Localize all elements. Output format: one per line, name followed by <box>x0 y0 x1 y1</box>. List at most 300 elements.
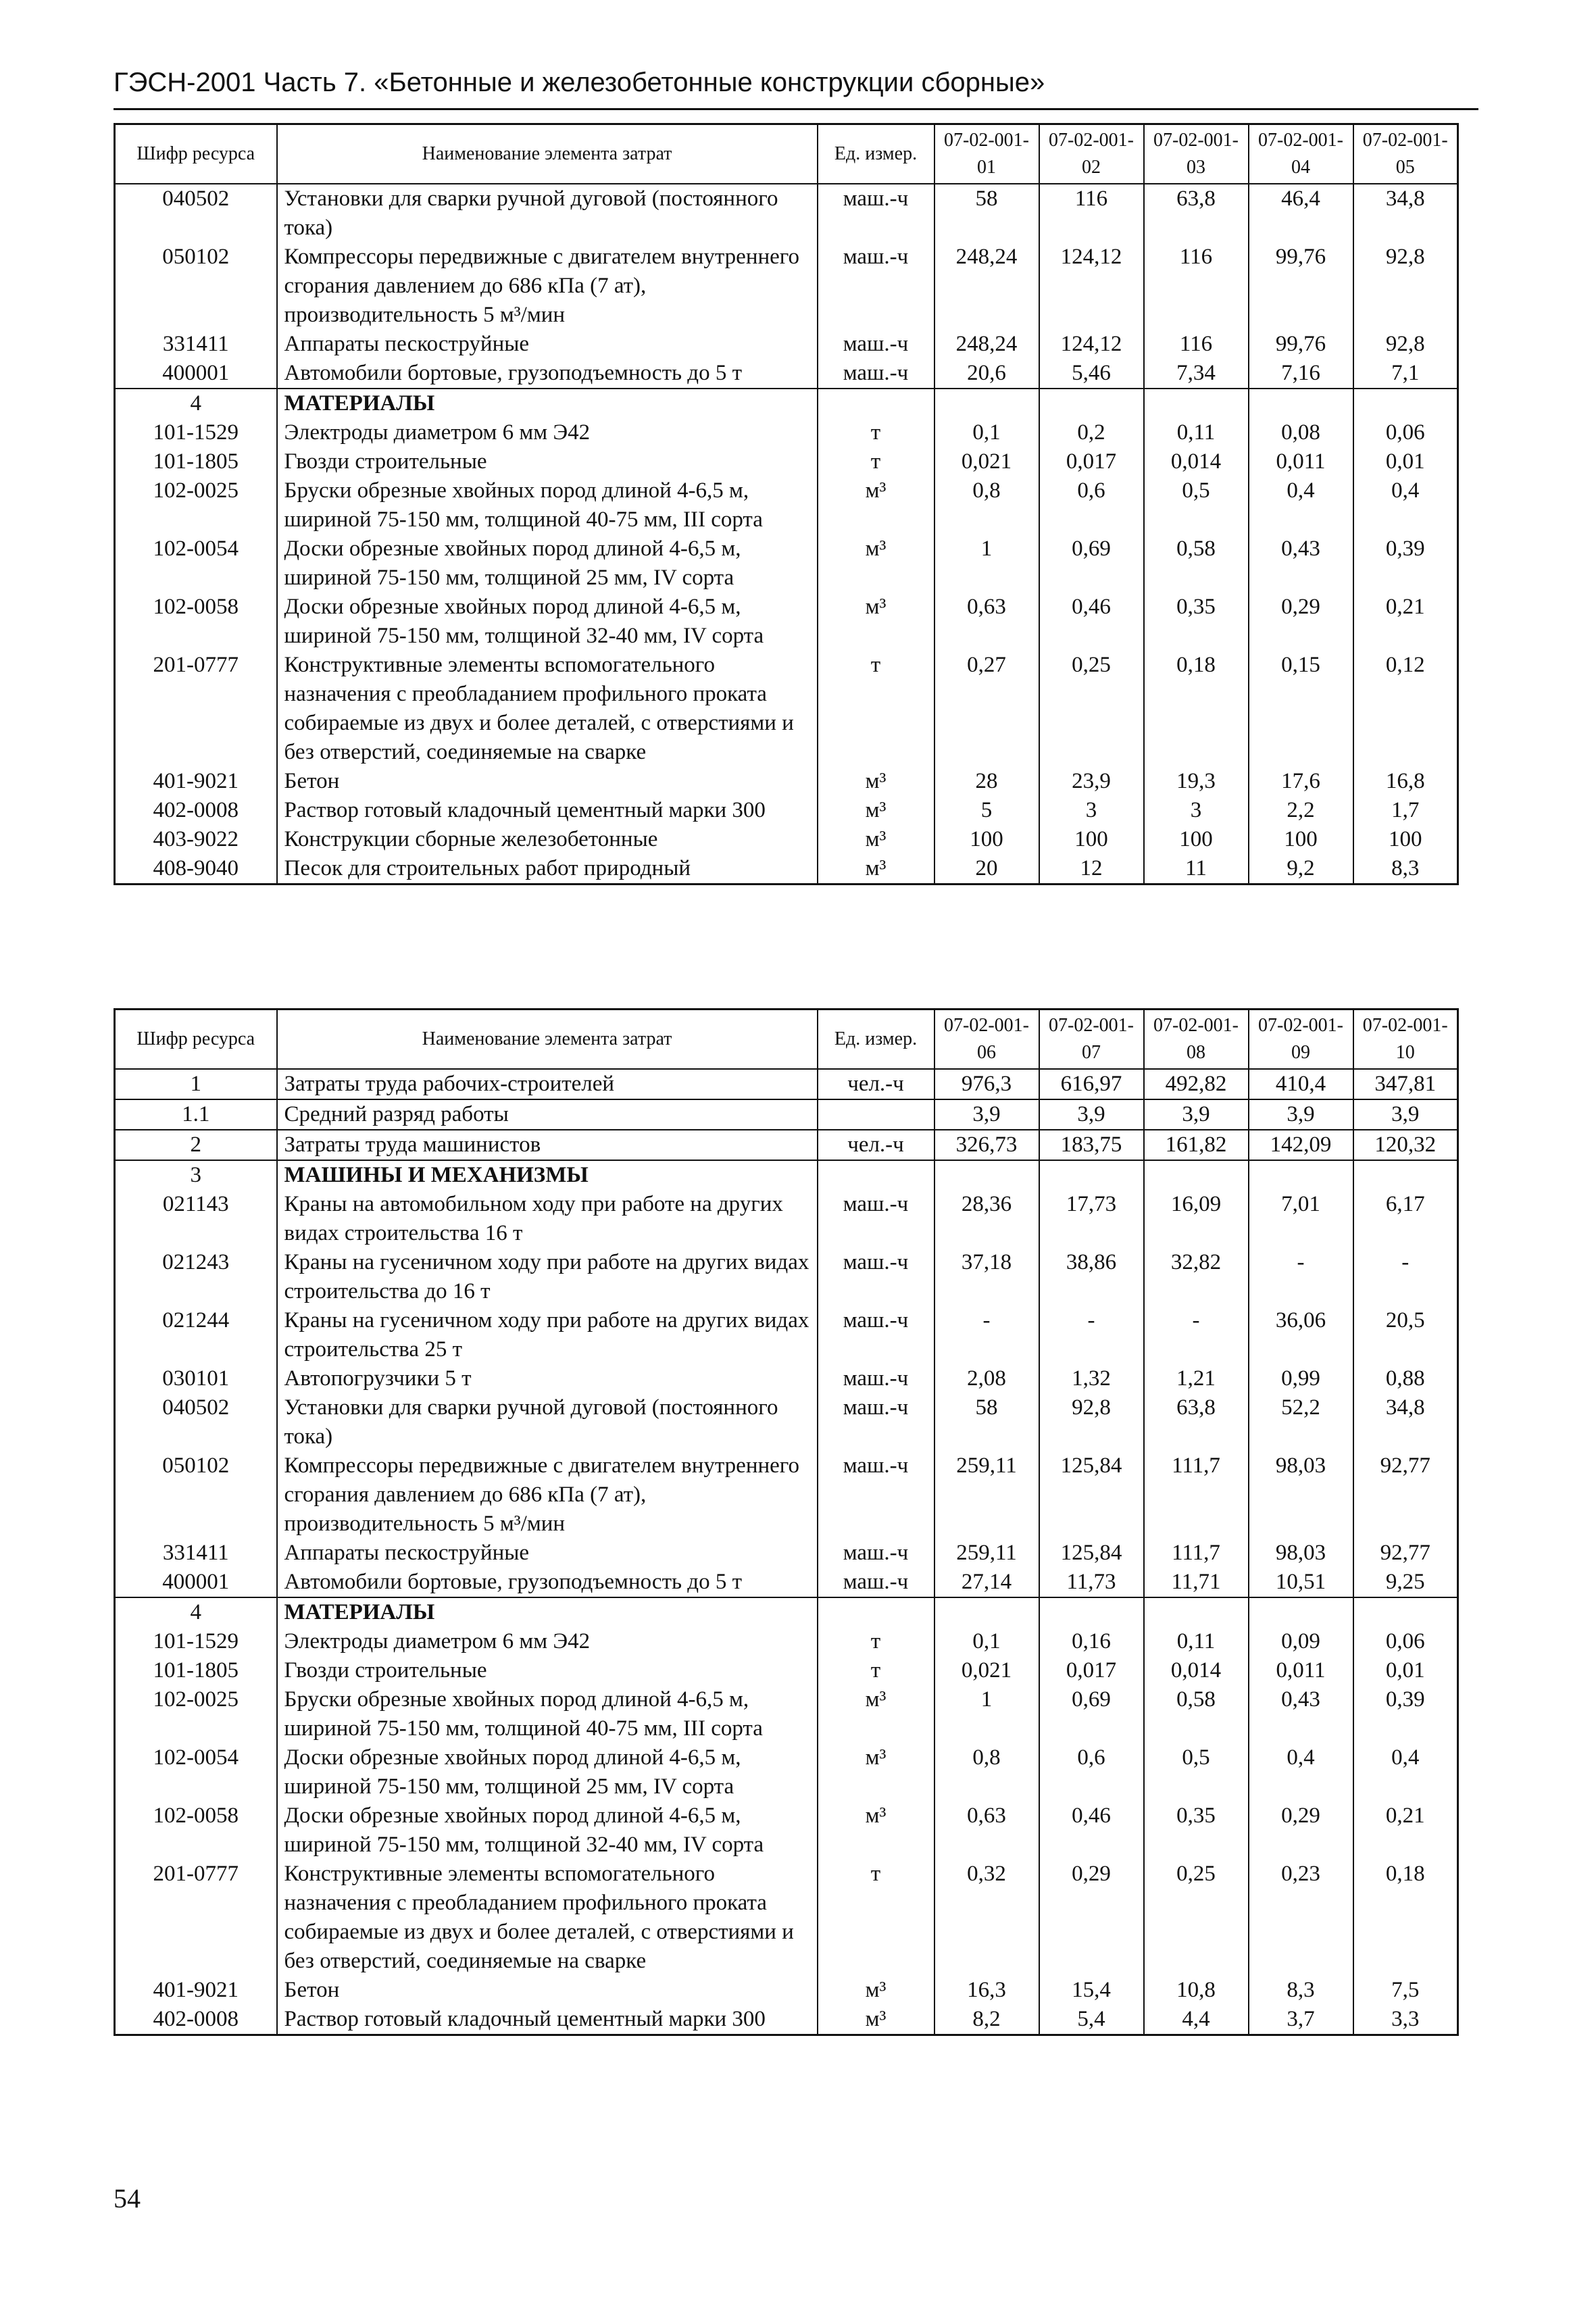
unit-cell: маш.-ч <box>818 243 934 330</box>
unit-cell <box>818 1160 934 1190</box>
value-cell: 63,8 <box>1144 1393 1249 1451</box>
resource-code: 021243 <box>115 1248 277 1306</box>
value-cell: 0,63 <box>934 593 1039 651</box>
resource-code: 2 <box>115 1130 277 1160</box>
value-cell <box>1353 1597 1458 1627</box>
value-cell: 2,08 <box>934 1364 1039 1393</box>
value-cell: 0,8 <box>934 476 1039 534</box>
value-cell: 58 <box>934 1393 1039 1451</box>
table-row <box>115 651 1458 767</box>
value-cell: 124,12 <box>1039 330 1144 359</box>
value-cell: 0,011 <box>1249 1656 1353 1685</box>
unit-cell: маш.-ч <box>818 184 934 243</box>
value-cell: 16,8 <box>1353 767 1458 796</box>
value-cell: 0,58 <box>1144 534 1249 593</box>
resource-code: 102-0025 <box>115 476 277 534</box>
value-cell <box>1144 389 1249 418</box>
value-cell: 0,35 <box>1144 1801 1249 1860</box>
value-cell: 0,69 <box>1039 1685 1144 1743</box>
section-row <box>115 1160 1458 1190</box>
value-cell: 0,09 <box>1249 1627 1353 1656</box>
table-row <box>115 1451 1458 1539</box>
value-cell: 183,75 <box>1039 1130 1144 1160</box>
value-cell: 5,4 <box>1039 2005 1144 2035</box>
value-cell: 259,11 <box>934 1451 1039 1539</box>
unit-cell: м³ <box>818 767 934 796</box>
resource-code: 101-1529 <box>115 418 277 447</box>
value-cell: 52,2 <box>1249 1393 1353 1451</box>
value-cell: 3,9 <box>934 1099 1039 1130</box>
value-cell <box>1144 1160 1249 1190</box>
resource-code: 331411 <box>115 1539 277 1568</box>
resource-code: 102-0058 <box>115 1801 277 1860</box>
resource-code: 101-1529 <box>115 1627 277 1656</box>
resource-code: 402-0008 <box>115 796 277 825</box>
value-cell: 7,34 <box>1144 359 1249 389</box>
unit-cell: маш.-ч <box>818 1539 934 1568</box>
value-cell: 7,01 <box>1249 1190 1353 1248</box>
value-cell: 3 <box>1039 796 1144 825</box>
table-row <box>115 1364 1458 1393</box>
value-cell: 0,8 <box>934 1743 1039 1801</box>
resource-name: Установки для сварки ручной дуговой (постоянного тока) <box>277 184 818 243</box>
value-cell: 3,9 <box>1353 1099 1458 1130</box>
resource-code: 050102 <box>115 243 277 330</box>
table-row <box>115 1743 1458 1801</box>
value-cell: 1,32 <box>1039 1364 1144 1393</box>
col-header-norm: 07-02-001-07 <box>1039 1010 1144 1070</box>
unit-cell: м³ <box>818 2005 934 2035</box>
col-header-unit: Ед. измер. <box>818 1010 934 1070</box>
value-cell: 0,21 <box>1353 593 1458 651</box>
resource-code: 402-0008 <box>115 2005 277 2035</box>
value-cell: 92,8 <box>1353 330 1458 359</box>
value-cell: 8,2 <box>934 2005 1039 2035</box>
unit-cell: маш.-ч <box>818 1190 934 1248</box>
value-cell: 27,14 <box>934 1568 1039 1597</box>
value-cell: 248,24 <box>934 243 1039 330</box>
value-cell <box>934 389 1039 418</box>
table-row <box>115 1976 1458 2005</box>
unit-cell: м³ <box>818 825 934 854</box>
value-cell: 0,12 <box>1353 651 1458 767</box>
value-cell: - <box>1353 1248 1458 1306</box>
value-cell: 3 <box>1144 796 1249 825</box>
unit-cell: маш.-ч <box>818 1393 934 1451</box>
value-cell: 28,36 <box>934 1190 1039 1248</box>
value-cell: 616,97 <box>1039 1069 1144 1099</box>
table-row <box>115 1801 1458 1860</box>
value-cell: 116 <box>1144 330 1249 359</box>
resource-code: 102-0058 <box>115 593 277 651</box>
value-cell: 32,82 <box>1144 1248 1249 1306</box>
table-row <box>115 1860 1458 1976</box>
resource-code: 1.1 <box>115 1099 277 1130</box>
value-cell: 92,8 <box>1353 243 1458 330</box>
unit-cell: т <box>818 447 934 476</box>
table-row <box>115 1539 1458 1568</box>
value-cell: 116 <box>1039 184 1144 243</box>
table-row <box>115 1248 1458 1306</box>
header-rule <box>114 108 1478 110</box>
resource-code: 201-0777 <box>115 1860 277 1976</box>
resource-code: 050102 <box>115 1451 277 1539</box>
value-cell: 11,73 <box>1039 1568 1144 1597</box>
resource-name: Доски обрезные хвойных пород длиной 4-6,5 м, шириной 75-150 мм, толщиной 32-40 мм, IV сорта <box>277 1801 818 1860</box>
unit-cell: маш.-ч <box>818 1568 934 1597</box>
value-cell: 0,35 <box>1144 593 1249 651</box>
resource-name: Доски обрезные хвойных пород длиной 4-6,5 м, шириной 75-150 мм, толщиной 25 мм, IV сорта <box>277 534 818 593</box>
value-cell: 111,7 <box>1144 1539 1249 1568</box>
value-cell: 0,16 <box>1039 1627 1144 1656</box>
table-row <box>115 593 1458 651</box>
resource-name: Компрессоры передвижные с двигателем внутреннего сгорания давлением до 686 кПа (7 ат), производительность 5 м³/мин <box>277 1451 818 1539</box>
unit-cell: т <box>818 1860 934 1976</box>
resource-code: 400001 <box>115 359 277 389</box>
resource-table-2 <box>114 1008 1459 2036</box>
resource-code: 1 <box>115 1069 277 1099</box>
value-cell: 0,1 <box>934 1627 1039 1656</box>
value-cell: 3,7 <box>1249 2005 1353 2035</box>
value-cell: 100 <box>1039 825 1144 854</box>
resource-code: 331411 <box>115 330 277 359</box>
value-cell: 12 <box>1039 854 1144 885</box>
table-header-row <box>115 1010 1458 1070</box>
page-number: 54 <box>114 2183 141 2214</box>
value-cell: 23,9 <box>1039 767 1144 796</box>
value-cell: 0,017 <box>1039 1656 1144 1685</box>
col-header-name: Наименование элемента затрат <box>277 124 818 184</box>
value-cell: 7,5 <box>1353 1976 1458 2005</box>
resource-name: Электроды диаметром 6 мм Э42 <box>277 1627 818 1656</box>
value-cell: 100 <box>1144 825 1249 854</box>
unit-cell: маш.-ч <box>818 1248 934 1306</box>
unit-cell: чел.-ч <box>818 1130 934 1160</box>
value-cell: 6,17 <box>1353 1190 1458 1248</box>
value-cell: 248,24 <box>934 330 1039 359</box>
value-cell: 0,46 <box>1039 1801 1144 1860</box>
table-row <box>115 767 1458 796</box>
value-cell: 0,29 <box>1039 1860 1144 1976</box>
resource-code: 4 <box>115 1597 277 1627</box>
value-cell <box>1039 1597 1144 1627</box>
value-cell: 92,8 <box>1039 1393 1144 1451</box>
col-header-norm: 07-02-001-10 <box>1353 1010 1458 1070</box>
value-cell: 0,5 <box>1144 476 1249 534</box>
value-cell: 0,43 <box>1249 534 1353 593</box>
value-cell: 5 <box>934 796 1039 825</box>
value-cell: 100 <box>1249 825 1353 854</box>
value-cell: 98,03 <box>1249 1539 1353 1568</box>
value-cell: 976,3 <box>934 1069 1039 1099</box>
value-cell: 0,15 <box>1249 651 1353 767</box>
unit-cell: маш.-ч <box>818 1306 934 1364</box>
unit-cell <box>818 1099 934 1130</box>
value-cell: 0,01 <box>1353 447 1458 476</box>
value-cell <box>934 1597 1039 1627</box>
unit-cell: м³ <box>818 1976 934 2005</box>
value-cell: 0,11 <box>1144 1627 1249 1656</box>
value-cell: 98,03 <box>1249 1451 1353 1539</box>
value-cell: 259,11 <box>934 1539 1039 1568</box>
value-cell: 0,5 <box>1144 1743 1249 1801</box>
resource-name: Аппараты пескоструйные <box>277 1539 818 1568</box>
table-row <box>115 854 1458 885</box>
unit-cell: т <box>818 418 934 447</box>
table-row <box>115 534 1458 593</box>
unit-cell: т <box>818 1656 934 1685</box>
value-cell: 2,2 <box>1249 796 1353 825</box>
unit-cell: маш.-ч <box>818 359 934 389</box>
value-cell: 0,08 <box>1249 418 1353 447</box>
value-cell: 0,06 <box>1353 1627 1458 1656</box>
unit-cell: м³ <box>818 1685 934 1743</box>
value-cell: 3,9 <box>1039 1099 1144 1130</box>
unit-cell: маш.-ч <box>818 330 934 359</box>
value-cell: 124,12 <box>1039 243 1144 330</box>
value-cell: 0,6 <box>1039 1743 1144 1801</box>
table-row <box>115 476 1458 534</box>
value-cell: 100 <box>934 825 1039 854</box>
unit-cell: маш.-ч <box>818 1451 934 1539</box>
unit-cell: м³ <box>818 854 934 885</box>
resource-name: Краны на гусеничном ходу при работе на других видах строительства до 16 т <box>277 1248 818 1306</box>
resource-name: Затраты труда рабочих-строителей <box>277 1069 818 1099</box>
resource-code: 102-0054 <box>115 1743 277 1801</box>
unit-cell: м³ <box>818 593 934 651</box>
value-cell: 3,9 <box>1144 1099 1249 1130</box>
resource-name: Автомобили бортовые, грузоподъемность до 5 т <box>277 1568 818 1597</box>
value-cell: 0,29 <box>1249 1801 1353 1860</box>
value-cell: 0,43 <box>1249 1685 1353 1743</box>
resource-name: Доски обрезные хвойных пород длиной 4-6,5 м, шириной 75-150 мм, толщиной 32-40 мм, IV сорта <box>277 593 818 651</box>
value-cell: 10,51 <box>1249 1568 1353 1597</box>
value-cell: 0,4 <box>1249 476 1353 534</box>
value-cell: 1,7 <box>1353 796 1458 825</box>
col-header-norm: 07-02-001-06 <box>934 1010 1039 1070</box>
resource-name: Конструкции сборные железобетонные <box>277 825 818 854</box>
value-cell: 11 <box>1144 854 1249 885</box>
value-cell: 120,32 <box>1353 1130 1458 1160</box>
table-row <box>115 1627 1458 1656</box>
value-cell: 17,6 <box>1249 767 1353 796</box>
value-cell: 125,84 <box>1039 1451 1144 1539</box>
value-cell <box>1039 1160 1144 1190</box>
col-header-norm: 07-02-001-09 <box>1249 1010 1353 1070</box>
value-cell: 99,76 <box>1249 330 1353 359</box>
value-cell: 0,06 <box>1353 418 1458 447</box>
unit-cell: т <box>818 1627 934 1656</box>
resource-name: Краны на гусеничном ходу при работе на других видах строительства 25 т <box>277 1306 818 1364</box>
section-title: МАТЕРИАЛЫ <box>277 389 818 418</box>
table-row <box>115 2005 1458 2035</box>
col-header-norm: 07-02-001-03 <box>1144 124 1249 184</box>
value-cell: 0,18 <box>1144 651 1249 767</box>
table-row <box>115 1568 1458 1597</box>
table-header-row <box>115 124 1458 184</box>
col-header-code: Шифр ресурса <box>115 1010 277 1070</box>
value-cell: 4,4 <box>1144 2005 1249 2035</box>
value-cell <box>1249 1160 1353 1190</box>
value-cell: 0,88 <box>1353 1364 1458 1393</box>
value-cell <box>1039 389 1144 418</box>
resource-code: 408-9040 <box>115 854 277 885</box>
resource-code: 3 <box>115 1160 277 1190</box>
resource-name: Бруски обрезные хвойных пород длиной 4-6,5 м, шириной 75-150 мм, толщиной 40-75 мм, III сорта <box>277 476 818 534</box>
section-row <box>115 1597 1458 1627</box>
value-cell: 0,017 <box>1039 447 1144 476</box>
value-cell: 0,6 <box>1039 476 1144 534</box>
value-cell: 10,8 <box>1144 1976 1249 2005</box>
resource-code: 040502 <box>115 1393 277 1451</box>
resource-name: Раствор готовый кладочный цементный марки 300 <box>277 2005 818 2035</box>
col-header-name: Наименование элемента затрат <box>277 1010 818 1070</box>
value-cell: 347,81 <box>1353 1069 1458 1099</box>
value-cell: 0,39 <box>1353 1685 1458 1743</box>
value-cell: 9,2 <box>1249 854 1353 885</box>
value-cell: 0,11 <box>1144 418 1249 447</box>
value-cell: 58 <box>934 184 1039 243</box>
value-cell: 0,014 <box>1144 447 1249 476</box>
value-cell: 0,46 <box>1039 593 1144 651</box>
table-row <box>115 796 1458 825</box>
table-row <box>115 1190 1458 1248</box>
value-cell: 0,58 <box>1144 1685 1249 1743</box>
value-cell: 5,46 <box>1039 359 1144 389</box>
unit-cell <box>818 389 934 418</box>
value-cell <box>1353 1160 1458 1190</box>
value-cell: 0,25 <box>1144 1860 1249 1976</box>
value-cell: 15,4 <box>1039 1976 1144 2005</box>
value-cell: 0,4 <box>1353 1743 1458 1801</box>
value-cell: 111,7 <box>1144 1451 1249 1539</box>
value-cell: 326,73 <box>934 1130 1039 1160</box>
value-cell: 20 <box>934 854 1039 885</box>
value-cell: 1 <box>934 1685 1039 1743</box>
resource-name: Краны на автомобильном ходу при работе на других видах строительства 16 т <box>277 1190 818 1248</box>
resource-name: Бетон <box>277 1976 818 2005</box>
value-cell: 63,8 <box>1144 184 1249 243</box>
resource-code: 4 <box>115 389 277 418</box>
value-cell: 0,4 <box>1249 1743 1353 1801</box>
value-cell: 28 <box>934 767 1039 796</box>
value-cell <box>1249 1597 1353 1627</box>
col-header-norm: 07-02-001-01 <box>934 124 1039 184</box>
unit-cell: м³ <box>818 534 934 593</box>
resource-code: 021143 <box>115 1190 277 1248</box>
table-row <box>115 825 1458 854</box>
section-title: МАШИНЫ И МЕХАНИЗМЫ <box>277 1160 818 1190</box>
resource-name: Песок для строительных работ природный <box>277 854 818 885</box>
value-cell: - <box>1039 1306 1144 1364</box>
resource-code: 401-9021 <box>115 767 277 796</box>
value-cell: 116 <box>1144 243 1249 330</box>
resource-name: Аппараты пескоструйные <box>277 330 818 359</box>
value-cell: 7,16 <box>1249 359 1353 389</box>
value-cell: 20,5 <box>1353 1306 1458 1364</box>
resource-code: 102-0025 <box>115 1685 277 1743</box>
value-cell: 92,77 <box>1353 1539 1458 1568</box>
col-header-norm: 07-02-001-08 <box>1144 1010 1249 1070</box>
value-cell: 125,84 <box>1039 1539 1144 1568</box>
value-cell: 38,86 <box>1039 1248 1144 1306</box>
value-cell: 142,09 <box>1249 1130 1353 1160</box>
resource-code: 101-1805 <box>115 1656 277 1685</box>
value-cell: 0,32 <box>934 1860 1039 1976</box>
resource-name: Компрессоры передвижные с двигателем внутреннего сгорания давлением до 686 кПа (7 ат), производительность 5 м³/мин <box>277 243 818 330</box>
value-cell: 11,71 <box>1144 1568 1249 1597</box>
table-row <box>115 243 1458 330</box>
value-cell: 37,18 <box>934 1248 1039 1306</box>
resource-code: 102-0054 <box>115 534 277 593</box>
value-cell: 410,4 <box>1249 1069 1353 1099</box>
value-cell: 8,3 <box>1249 1976 1353 2005</box>
value-cell: 100 <box>1353 825 1458 854</box>
resource-code: 030101 <box>115 1364 277 1393</box>
value-cell <box>1249 389 1353 418</box>
resource-name: Доски обрезные хвойных пород длиной 4-6,5 м, шириной 75-150 мм, толщиной 25 мм, IV сорта <box>277 1743 818 1801</box>
unit-cell: м³ <box>818 1801 934 1860</box>
col-header-norm: 07-02-001-04 <box>1249 124 1353 184</box>
value-cell: 7,1 <box>1353 359 1458 389</box>
table-row <box>115 1130 1458 1160</box>
value-cell: 9,25 <box>1353 1568 1458 1597</box>
col-header-unit: Ед. измер. <box>818 124 934 184</box>
value-cell: 0,014 <box>1144 1656 1249 1685</box>
value-cell: 3,3 <box>1353 2005 1458 2035</box>
resource-name: Электроды диаметром 6 мм Э42 <box>277 418 818 447</box>
value-cell: 0,021 <box>934 447 1039 476</box>
resource-name: Конструктивные элементы вспомогательного назначения с преобладанием профильного проката собираемые из двух и более деталей, с отверстиями и без отверстий, соединяемые на сварке <box>277 651 818 767</box>
value-cell: 1 <box>934 534 1039 593</box>
resource-name: Автомобили бортовые, грузоподъемность до 5 т <box>277 359 818 389</box>
value-cell: 16,3 <box>934 1976 1039 2005</box>
value-cell: 19,3 <box>1144 767 1249 796</box>
unit-cell: м³ <box>818 796 934 825</box>
table-row <box>115 359 1458 389</box>
resource-name: Гвозди строительные <box>277 447 818 476</box>
unit-cell: м³ <box>818 476 934 534</box>
resource-name: Установки для сварки ручной дуговой (постоянного тока) <box>277 1393 818 1451</box>
value-cell: 0,01 <box>1353 1656 1458 1685</box>
value-cell: 0,4 <box>1353 476 1458 534</box>
value-cell: 17,73 <box>1039 1190 1144 1248</box>
table-row <box>115 1685 1458 1743</box>
value-cell: 3,9 <box>1249 1099 1353 1130</box>
resource-code: 021244 <box>115 1306 277 1364</box>
value-cell: 0,23 <box>1249 1860 1353 1976</box>
table-row <box>115 1656 1458 1685</box>
value-cell: - <box>934 1306 1039 1364</box>
value-cell: 1,21 <box>1144 1364 1249 1393</box>
unit-cell <box>818 1597 934 1627</box>
resource-name: Конструктивные элементы вспомогательного назначения с преобладанием профильного проката собираемые из двух и более деталей, с отверстиями и без отверстий, соединяемые на сварке <box>277 1860 818 1976</box>
value-cell: 8,3 <box>1353 854 1458 885</box>
value-cell: 34,8 <box>1353 1393 1458 1451</box>
resource-name: Гвозди строительные <box>277 1656 818 1685</box>
resource-code: 403-9022 <box>115 825 277 854</box>
value-cell: 16,09 <box>1144 1190 1249 1248</box>
value-cell: 99,76 <box>1249 243 1353 330</box>
resource-code: 101-1805 <box>115 447 277 476</box>
value-cell: 492,82 <box>1144 1069 1249 1099</box>
value-cell: 36,06 <box>1249 1306 1353 1364</box>
value-cell: 0,021 <box>934 1656 1039 1685</box>
value-cell: 34,8 <box>1353 184 1458 243</box>
col-header-norm: 07-02-001-02 <box>1039 124 1144 184</box>
value-cell: 0,39 <box>1353 534 1458 593</box>
value-cell: 92,77 <box>1353 1451 1458 1539</box>
